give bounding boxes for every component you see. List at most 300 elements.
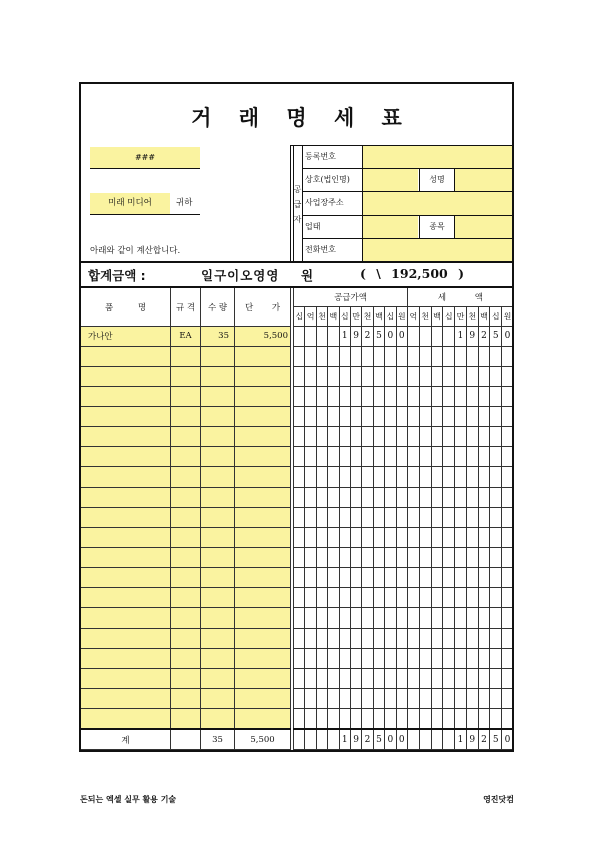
item-name-cell[interactable] bbox=[81, 507, 171, 527]
tax-amount-digit bbox=[408, 588, 420, 608]
table-row bbox=[81, 487, 514, 507]
supply-amount-digit bbox=[328, 668, 339, 688]
tax-amount-digit bbox=[490, 709, 502, 729]
quantity-cell[interactable] bbox=[201, 628, 235, 648]
tax-amount-digit bbox=[408, 689, 420, 709]
tax-amount-digit bbox=[478, 407, 490, 427]
tax-amount-digit bbox=[443, 608, 455, 628]
supply-amount-digit bbox=[305, 608, 316, 628]
quantity-cell[interactable] bbox=[201, 487, 235, 507]
supply-amount-digit bbox=[305, 588, 316, 608]
tax-amount-digit: 0 bbox=[502, 326, 514, 346]
reg-no-field[interactable] bbox=[363, 146, 514, 168]
unit-price-cell[interactable] bbox=[235, 608, 291, 628]
supply-amount-digit bbox=[396, 527, 408, 547]
tax-amount-digit: 9 bbox=[466, 326, 478, 346]
supplier-row-reg-no bbox=[302, 146, 514, 169]
supply-amount-digit bbox=[294, 507, 305, 527]
tax-amount-digit bbox=[455, 608, 467, 628]
tax-amount-digit: 1 bbox=[455, 326, 467, 346]
supply-amount-digit bbox=[350, 467, 361, 487]
supply-amount-digit bbox=[328, 366, 339, 386]
item-name-cell[interactable]: 가나안 bbox=[81, 326, 171, 346]
unit-price-cell[interactable] bbox=[235, 568, 291, 588]
supply-amount-digit bbox=[339, 709, 350, 729]
spec-cell[interactable] bbox=[171, 648, 201, 668]
tax-amount-digit bbox=[443, 447, 455, 467]
supply-amount-digit bbox=[350, 407, 361, 427]
table-row bbox=[81, 527, 514, 547]
supply-amount-digit bbox=[385, 507, 396, 527]
tax-amount-digit bbox=[431, 427, 443, 447]
quantity-cell[interactable] bbox=[201, 709, 235, 729]
spec-cell[interactable] bbox=[171, 628, 201, 648]
tax-amount-digit bbox=[490, 346, 502, 366]
recipient-name-field[interactable] bbox=[90, 193, 200, 215]
tax-amount-digit bbox=[490, 588, 502, 608]
supply-amount-digit bbox=[339, 588, 350, 608]
tax-amount-digit bbox=[455, 407, 467, 427]
tax-amount-digit bbox=[490, 447, 502, 467]
quantity-cell[interactable] bbox=[201, 668, 235, 688]
unit-price-cell[interactable] bbox=[235, 507, 291, 527]
tax-amount-digit bbox=[419, 507, 431, 527]
tax-amount-digit bbox=[443, 326, 455, 346]
tax-amount-digit bbox=[443, 568, 455, 588]
unit-price-cell[interactable] bbox=[235, 447, 291, 467]
unit-price-cell[interactable] bbox=[235, 427, 291, 447]
tax-amount-digit bbox=[455, 467, 467, 487]
tax-amount-digit bbox=[431, 709, 443, 729]
tax-amount-digit bbox=[466, 648, 478, 668]
quantity-cell[interactable] bbox=[201, 507, 235, 527]
tax-amount-digit bbox=[408, 527, 420, 547]
unit-price-cell[interactable] bbox=[235, 407, 291, 427]
supply-amount-digit bbox=[316, 366, 327, 386]
tax-amount-digit bbox=[466, 588, 478, 608]
supply-amount-digit bbox=[396, 386, 408, 406]
quantity-cell[interactable]: 35 bbox=[201, 326, 235, 346]
items-table bbox=[80, 288, 514, 750]
tax-amount-digit bbox=[419, 346, 431, 366]
sum-supply-digit: 9 bbox=[350, 729, 361, 750]
quantity-cell[interactable] bbox=[201, 689, 235, 709]
supply-amount-digit bbox=[328, 709, 339, 729]
supply-amount-digit bbox=[362, 427, 373, 447]
tax-amount-digit bbox=[490, 386, 502, 406]
supply-amount-digit bbox=[350, 568, 361, 588]
supply-amount-digit bbox=[305, 709, 316, 729]
quantity-cell[interactable] bbox=[201, 366, 235, 386]
supply-amount-digit bbox=[305, 648, 316, 668]
supply-amount-digit bbox=[362, 568, 373, 588]
quantity-cell[interactable] bbox=[201, 608, 235, 628]
tax-amount-digit bbox=[431, 326, 443, 346]
supply-amount-digit bbox=[305, 407, 316, 427]
tax-amount-digit bbox=[502, 386, 514, 406]
quantity-cell[interactable] bbox=[201, 467, 235, 487]
tax-digit-label: 만 bbox=[455, 306, 467, 326]
tax-amount-digit bbox=[466, 467, 478, 487]
supply-amount-digit bbox=[350, 366, 361, 386]
supply-amount-digit bbox=[385, 648, 396, 668]
supply-amount-digit bbox=[385, 628, 396, 648]
supply-amount-digit bbox=[396, 628, 408, 648]
table-row bbox=[81, 427, 514, 447]
quantity-cell[interactable] bbox=[201, 427, 235, 447]
supplier-side-label bbox=[293, 146, 302, 262]
supply-amount-digit bbox=[316, 507, 327, 527]
supply-amount-digit bbox=[396, 588, 408, 608]
unit-price-cell[interactable] bbox=[235, 709, 291, 729]
supply-amount-digit bbox=[362, 548, 373, 568]
supply-digit-label: 백 bbox=[328, 306, 339, 326]
item-name-cell[interactable] bbox=[81, 709, 171, 729]
supply-amount-digit bbox=[373, 487, 384, 507]
company-label: 상호(법인명) bbox=[305, 175, 350, 185]
quantity-cell[interactable] bbox=[201, 568, 235, 588]
sum-supply-digit: 0 bbox=[385, 729, 396, 750]
tax-amount-digit bbox=[490, 366, 502, 386]
unit-price-cell[interactable] bbox=[235, 648, 291, 668]
sum-unit-price: 5,500 bbox=[235, 729, 291, 750]
supplier-row-address bbox=[302, 192, 514, 215]
item-name-cell[interactable] bbox=[81, 346, 171, 366]
spec-cell[interactable] bbox=[171, 668, 201, 688]
supply-amount-digit bbox=[316, 467, 327, 487]
page-title: 거 래 명 세 표 bbox=[191, 105, 412, 130]
spec-cell[interactable] bbox=[171, 366, 201, 386]
supply-amount-digit bbox=[294, 366, 305, 386]
tax-amount-digit bbox=[490, 648, 502, 668]
tax-amount-digit: 2 bbox=[478, 326, 490, 346]
quantity-cell[interactable] bbox=[201, 527, 235, 547]
supply-amount-digit bbox=[396, 668, 408, 688]
supply-amount-digit bbox=[305, 366, 316, 386]
tax-amount-digit bbox=[431, 568, 443, 588]
supply-amount-digit bbox=[294, 447, 305, 467]
rep-name-field[interactable] bbox=[455, 169, 514, 191]
unit-price-cell[interactable] bbox=[235, 366, 291, 386]
tax-amount-digit bbox=[419, 447, 431, 467]
recipient-honorific: 귀하 bbox=[176, 198, 193, 208]
supply-amount-digit bbox=[373, 467, 384, 487]
supply-amount-digit bbox=[339, 608, 350, 628]
tax-amount-digit bbox=[455, 668, 467, 688]
supply-amount-digit bbox=[339, 527, 350, 547]
sum-tax-digit: 9 bbox=[466, 729, 478, 750]
unit-price-cell[interactable] bbox=[235, 386, 291, 406]
unit-price-cell[interactable] bbox=[235, 668, 291, 688]
tax-amount-digit bbox=[502, 608, 514, 628]
tax-amount-digit bbox=[455, 527, 467, 547]
table-row bbox=[81, 709, 514, 729]
recipient-code-field[interactable] bbox=[90, 147, 200, 169]
quantity-cell[interactable] bbox=[201, 548, 235, 568]
business-item-label: 종목 bbox=[419, 216, 455, 238]
tax-digit-label: 십 bbox=[490, 306, 502, 326]
recipient-name-value: 미래 미디어 bbox=[90, 193, 170, 214]
supply-amount-digit bbox=[328, 507, 339, 527]
supply-amount-digit bbox=[385, 487, 396, 507]
tax-amount-digit bbox=[431, 527, 443, 547]
supply-amount-digit bbox=[362, 689, 373, 709]
supply-amount-digit bbox=[350, 527, 361, 547]
spec-cell[interactable] bbox=[171, 407, 201, 427]
tax-amount-digit bbox=[502, 507, 514, 527]
supply-amount-digit bbox=[385, 527, 396, 547]
item-name-cell[interactable] bbox=[81, 487, 171, 507]
tax-amount-digit bbox=[466, 689, 478, 709]
tax-amount-digit bbox=[431, 407, 443, 427]
tax-amount-digit bbox=[466, 668, 478, 688]
supply-amount-digit bbox=[316, 668, 327, 688]
tax-amount-digit bbox=[408, 346, 420, 366]
supply-amount-digit bbox=[362, 467, 373, 487]
unit-price-cell[interactable] bbox=[235, 346, 291, 366]
sum-supply-digit: 5 bbox=[373, 729, 384, 750]
tax-amount-digit bbox=[455, 689, 467, 709]
footer-book-title: 돈되는 엑셀 실무 활용 기술 bbox=[80, 795, 177, 804]
unit-price-cell[interactable] bbox=[235, 628, 291, 648]
item-name-cell[interactable] bbox=[81, 467, 171, 487]
supply-amount-digit bbox=[362, 588, 373, 608]
reg-no-label: 등록번호 bbox=[305, 152, 336, 161]
table-row bbox=[81, 648, 514, 668]
table-row bbox=[81, 548, 514, 568]
tax-amount-digit bbox=[443, 427, 455, 447]
spec-cell[interactable] bbox=[171, 548, 201, 568]
unit-price-cell[interactable] bbox=[235, 588, 291, 608]
supply-amount-digit bbox=[350, 346, 361, 366]
tax-amount-digit bbox=[490, 507, 502, 527]
item-name-cell[interactable] bbox=[81, 628, 171, 648]
tax-amount-digit bbox=[431, 467, 443, 487]
sum-tax-digit bbox=[443, 729, 455, 750]
sum-tax-digit: 5 bbox=[490, 729, 502, 750]
supply-amount-digit bbox=[350, 668, 361, 688]
supply-amount-digit bbox=[305, 548, 316, 568]
grand-total-words: 일구이오영영 bbox=[201, 268, 280, 283]
tax-amount-digit bbox=[419, 689, 431, 709]
supply-amount-digit bbox=[373, 668, 384, 688]
supply-amount-digit bbox=[373, 366, 384, 386]
supply-amount-digit bbox=[373, 507, 384, 527]
supply-amount-digit bbox=[385, 366, 396, 386]
tax-amount-digit bbox=[431, 447, 443, 467]
table-row bbox=[81, 447, 514, 467]
tax-amount-digit bbox=[466, 346, 478, 366]
tax-amount-digit bbox=[466, 628, 478, 648]
tax-amount-digit bbox=[419, 386, 431, 406]
tax-amount-digit bbox=[419, 548, 431, 568]
supply-amount-digit bbox=[385, 467, 396, 487]
table-row bbox=[81, 689, 514, 709]
supplier-side-char: 공 bbox=[293, 184, 302, 194]
spec-cell[interactable] bbox=[171, 507, 201, 527]
supply-amount-digit bbox=[362, 668, 373, 688]
supply-amount-digit bbox=[396, 648, 408, 668]
spec-cell[interactable] bbox=[171, 427, 201, 447]
unit-price-cell[interactable] bbox=[235, 487, 291, 507]
tax-amount-digit bbox=[478, 366, 490, 386]
tax-amount-digit bbox=[478, 527, 490, 547]
supplier-side-char: 자 bbox=[293, 214, 302, 224]
quantity-cell[interactable] bbox=[201, 407, 235, 427]
supply-amount-digit bbox=[362, 487, 373, 507]
header-item-name: 품 명 bbox=[81, 288, 171, 326]
tax-amount-digit bbox=[431, 346, 443, 366]
supply-amount-digit bbox=[385, 689, 396, 709]
item-name-cell[interactable] bbox=[81, 689, 171, 709]
tax-amount-digit bbox=[419, 568, 431, 588]
spec-cell[interactable] bbox=[171, 346, 201, 366]
tax-amount-digit bbox=[502, 427, 514, 447]
supply-amount-digit bbox=[316, 447, 327, 467]
spec-cell[interactable] bbox=[171, 467, 201, 487]
supply-amount-digit bbox=[328, 608, 339, 628]
supply-amount-digit bbox=[316, 648, 327, 668]
unit-price-cell[interactable] bbox=[235, 689, 291, 709]
supply-amount-digit bbox=[294, 527, 305, 547]
supply-digit-label: 억 bbox=[305, 306, 316, 326]
supply-amount-digit bbox=[316, 608, 327, 628]
company-field[interactable] bbox=[363, 169, 418, 191]
unit-price-cell[interactable] bbox=[235, 527, 291, 547]
supply-amount-digit bbox=[373, 709, 384, 729]
supply-amount-digit bbox=[328, 427, 339, 447]
supply-amount-digit bbox=[362, 709, 373, 729]
table-row bbox=[81, 568, 514, 588]
supply-amount-digit bbox=[350, 689, 361, 709]
supply-amount-digit: 0 bbox=[396, 326, 408, 346]
tax-amount-digit bbox=[478, 447, 490, 467]
supply-amount-digit bbox=[362, 527, 373, 547]
business-type-field[interactable] bbox=[363, 216, 418, 238]
sum-supply-digit bbox=[316, 729, 327, 750]
phone-field[interactable] bbox=[363, 239, 514, 261]
spec-cell[interactable] bbox=[171, 709, 201, 729]
item-name-cell[interactable] bbox=[81, 527, 171, 547]
supply-amount-digit bbox=[328, 326, 339, 346]
items-table-body bbox=[81, 326, 514, 729]
sum-supply-digit bbox=[328, 729, 339, 750]
supply-amount-digit bbox=[350, 447, 361, 467]
supply-amount-digit bbox=[385, 709, 396, 729]
item-name-cell[interactable] bbox=[81, 608, 171, 628]
supply-amount-digit bbox=[316, 568, 327, 588]
sum-quantity: 35 bbox=[201, 729, 235, 750]
supply-amount-digit bbox=[294, 588, 305, 608]
tax-amount-digit bbox=[455, 648, 467, 668]
item-name-cell[interactable] bbox=[81, 366, 171, 386]
supply-amount-digit bbox=[385, 427, 396, 447]
item-name-cell[interactable] bbox=[81, 407, 171, 427]
quantity-cell[interactable] bbox=[201, 447, 235, 467]
supply-digit-label: 원 bbox=[396, 306, 408, 326]
supply-amount-digit bbox=[294, 628, 305, 648]
tax-amount-digit bbox=[443, 487, 455, 507]
tax-amount-digit bbox=[431, 628, 443, 648]
supply-amount-digit bbox=[339, 568, 350, 588]
item-name-cell[interactable] bbox=[81, 668, 171, 688]
supply-amount-digit bbox=[328, 628, 339, 648]
unit-price-cell[interactable] bbox=[235, 548, 291, 568]
quantity-cell[interactable] bbox=[201, 386, 235, 406]
sum-label: 계 bbox=[81, 729, 171, 750]
unit-price-cell[interactable]: 5,500 bbox=[235, 326, 291, 346]
item-name-cell[interactable] bbox=[81, 548, 171, 568]
tax-amount-digit bbox=[408, 467, 420, 487]
tax-amount-digit bbox=[478, 346, 490, 366]
item-name-cell[interactable] bbox=[81, 648, 171, 668]
tax-digit-label: 천 bbox=[419, 306, 431, 326]
supply-amount-digit bbox=[339, 346, 350, 366]
header-spec: 규 격 bbox=[171, 288, 201, 326]
recipient-code-value: ### bbox=[90, 147, 200, 168]
spec-cell[interactable] bbox=[171, 527, 201, 547]
unit-price-cell[interactable] bbox=[235, 467, 291, 487]
spec-cell[interactable] bbox=[171, 386, 201, 406]
supply-amount-digit bbox=[396, 568, 408, 588]
spec-cell[interactable] bbox=[171, 568, 201, 588]
supply-amount-digit bbox=[316, 487, 327, 507]
quantity-cell[interactable] bbox=[201, 346, 235, 366]
tax-amount-digit bbox=[419, 628, 431, 648]
supply-amount-digit bbox=[385, 346, 396, 366]
address-field[interactable] bbox=[363, 192, 514, 214]
spec-cell[interactable]: EA bbox=[171, 326, 201, 346]
item-name-cell[interactable] bbox=[81, 447, 171, 467]
supply-amount-digit bbox=[373, 548, 384, 568]
quantity-cell[interactable] bbox=[201, 648, 235, 668]
item-name-cell[interactable] bbox=[81, 386, 171, 406]
table-row bbox=[81, 407, 514, 427]
supply-amount-digit bbox=[328, 346, 339, 366]
tax-amount-digit bbox=[408, 386, 420, 406]
tax-amount-digit bbox=[408, 548, 420, 568]
supply-amount-digit bbox=[362, 608, 373, 628]
spec-cell[interactable] bbox=[171, 487, 201, 507]
footer-publisher: 영진닷컴 bbox=[483, 795, 514, 804]
supply-amount-digit bbox=[305, 527, 316, 547]
item-name-cell[interactable] bbox=[81, 427, 171, 447]
quantity-cell[interactable] bbox=[201, 588, 235, 608]
spec-cell[interactable] bbox=[171, 689, 201, 709]
supply-amount-digit bbox=[350, 608, 361, 628]
tax-amount-digit bbox=[431, 487, 443, 507]
tax-amount-digit bbox=[455, 427, 467, 447]
supply-amount-digit bbox=[294, 668, 305, 688]
sum-supply-digit bbox=[305, 729, 316, 750]
supply-amount-digit bbox=[362, 628, 373, 648]
tax-amount-digit bbox=[408, 447, 420, 467]
spec-cell[interactable] bbox=[171, 588, 201, 608]
spec-cell[interactable] bbox=[171, 608, 201, 628]
item-name-cell[interactable] bbox=[81, 588, 171, 608]
supply-amount-digit bbox=[294, 487, 305, 507]
tax-amount-digit bbox=[419, 588, 431, 608]
tax-amount-digit bbox=[431, 366, 443, 386]
supply-amount-digit bbox=[294, 467, 305, 487]
supply-amount-digit bbox=[305, 668, 316, 688]
supply-amount-digit bbox=[316, 407, 327, 427]
business-item-field[interactable] bbox=[455, 216, 514, 238]
tax-amount-digit bbox=[502, 487, 514, 507]
item-name-cell[interactable] bbox=[81, 568, 171, 588]
supply-amount-digit bbox=[294, 548, 305, 568]
spec-cell[interactable] bbox=[171, 447, 201, 467]
